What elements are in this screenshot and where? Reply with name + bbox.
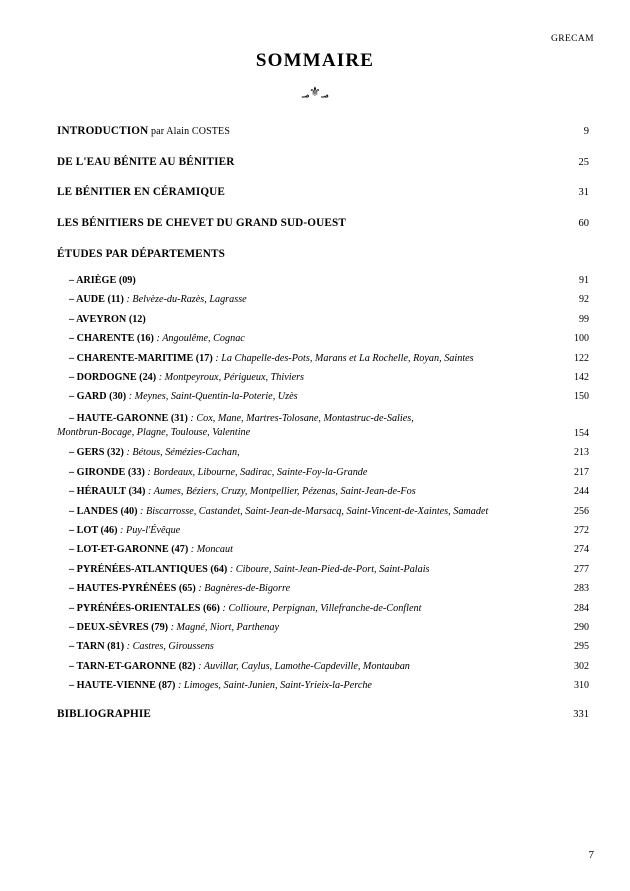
toc-entry-introduction[interactable] [57, 126, 589, 138]
toc-entry-benitiers-chevet[interactable] [57, 218, 589, 230]
toc-entry-haute-garonne[interactable] [57, 412, 589, 440]
toc-entry-label: – ARIÈGE (09) [69, 275, 136, 286]
toc-entry-charente[interactable] [57, 334, 589, 344]
table-of-contents [57, 126, 589, 721]
toc-entry-label: – CHARENTE-MARITIME (17) : La Chapelle-des-Pots, Marans et La Rochelle, Royan, Saintes [69, 352, 474, 364]
toc-entry-page: 122 [574, 352, 589, 364]
toc-entry-lot[interactable] [57, 526, 589, 536]
toc-entry-page: 331 [573, 709, 589, 721]
toc-entry-label: INTRODUCTION par Alain COSTES [57, 125, 231, 137]
toc-entry-label: – CHARENTE (16) : Angoulême, Cognac [69, 333, 245, 345]
toc-entry-page: 213 [574, 447, 589, 459]
toc-entry-label: – PYRÉNÉES-ORIENTALES (66) : Collioure, Perpignan, Villefranche-de-Conflent [69, 602, 422, 614]
toc-entry-page: 150 [574, 391, 589, 403]
toc-entry-label: – LOT-ET-GARONNE (47) : Moncaut [69, 544, 233, 556]
running-header: GRECAM [550, 34, 594, 44]
toc-entry-page: 274 [574, 544, 589, 556]
toc-entry-label: – TARN-ET-GARONNE (82) : Auvillar, Caylus, Lamothe-Capdeville, Montauban [69, 660, 410, 672]
toc-entry-page: 142 [574, 371, 589, 383]
toc-entry-hautes-pyrenees[interactable] [57, 584, 589, 594]
toc-entry-label: – HÉRAULT (34) : Aumes, Béziers, Cruzy, Montpellier, Pézenas, Saint-Jean-de-Fos [69, 486, 416, 498]
page-title: SOMMAIRE [255, 50, 375, 71]
toc-entry-herault[interactable] [57, 487, 589, 497]
toc-entry-page: 244 [574, 486, 589, 498]
toc-entry-page: 310 [574, 680, 589, 692]
toc-entry-page: 92 [579, 294, 589, 306]
toc-entry-page: 272 [574, 525, 589, 537]
toc-entry-label: – HAUTES-PYRÉNÉES (65) : Bagnères-de-Bigorre [69, 583, 291, 595]
toc-entry-page: 99 [579, 313, 589, 325]
toc-entry-page: 100 [574, 333, 589, 345]
toc-entry-page: 91 [579, 275, 589, 286]
toc-entry-page: 284 [574, 602, 589, 614]
toc-entry-page: 256 [574, 505, 589, 517]
toc-entry-haute-vienne[interactable] [57, 681, 589, 691]
toc-entry-label: – HAUTE-GARONNE (31) : Cox, Mane, Martres-Tolosane, Montastruc-de-Salies, Montbrun-Bocage, Plagne, Toulouse, Valentine [69, 412, 553, 440]
toc-entry-tarn[interactable] [57, 642, 589, 652]
toc-entry-label: – GARD (30) : Meynes, Saint-Quentin-la-Poterie, Uzès [69, 391, 298, 403]
toc-entry-label: – PYRÉNÉES-ATLANTIQUES (64) : Ciboure, Saint-Jean-Pied-de-Port, Saint-Palais [69, 563, 430, 575]
toc-entry-page: 31 [578, 187, 589, 198]
toc-entry-benitier-ceramique[interactable] [57, 187, 589, 199]
toc-entry-pyrenees-atlantiques[interactable] [57, 565, 589, 575]
toc-entry-landes[interactable] [57, 507, 589, 517]
toc-entry-page: 295 [574, 641, 589, 653]
toc-entry-label: – LANDES (40) : Biscarrosse, Castandet, Saint-Jean-de-Marsacq, Saint-Vincent-de-Xaintes, Samadet [69, 505, 489, 517]
toc-entry-label: – AUDE (11) : Belvèze-du-Razès, Lagrasse [69, 294, 247, 306]
toc-entry-page: 60 [578, 217, 589, 229]
toc-entry-eau-benite[interactable] [57, 157, 589, 169]
toc-entry-label: – DORDOGNE (24) : Montpeyroux, Périgueux, Thiviers [69, 371, 305, 383]
toc-entry-label-continued: Montbrun-Bocage, Plagne, Toulouse, Valentine [57, 426, 251, 438]
toc-entry-pyrenees-orientales[interactable] [57, 604, 589, 614]
toc-entry-ariege[interactable] [57, 276, 589, 286]
toc-entry-aveyron[interactable] [57, 315, 589, 325]
toc-entry-lot-et-garonne[interactable] [57, 545, 589, 555]
toc-entry-label: – AVEYRON (12) [69, 313, 146, 325]
toc-entry-deux-sevres[interactable] [57, 623, 589, 633]
toc-entry-aude[interactable] [57, 295, 589, 305]
page-folio: 7 [588, 849, 594, 861]
toc-entry-gironde[interactable] [57, 468, 589, 478]
toc-entry-page: 9 [583, 126, 589, 137]
toc-entry-page: 217 [574, 466, 589, 478]
toc-entry-charente-maritime[interactable] [57, 354, 589, 364]
toc-entry-page: 277 [574, 563, 589, 575]
toc-entry-label: – LOT (46) : Puy-l'Évêque [69, 525, 181, 537]
toc-section-heading-departements: ÉTUDES PAR DÉPARTEMENTS [57, 248, 225, 260]
toc-entry-label: – GERS (32) : Bétous, Sémézies-Cachan, [69, 447, 240, 459]
toc-entry-page: 154 [574, 428, 589, 440]
toc-entry-byline: par Alain COSTES [148, 126, 231, 137]
toc-entry-label: DE L'EAU BÉNITE AU BÉNITIER [57, 155, 235, 168]
toc-entry-gers[interactable] [57, 448, 589, 458]
toc-entry-page: 302 [574, 660, 589, 672]
toc-entry-label: – HAUTE-VIENNE (87) : Limoges, Saint-Junien, Saint-Yrieix-la-Perche [69, 680, 372, 692]
toc-entry-label: – TARN (81) : Castres, Giroussens [69, 641, 214, 653]
toc-entry-label: – DEUX-SÈVRES (79) : Magné, Niort, Parthenay [69, 621, 279, 633]
toc-entry-tarn-et-garonne[interactable] [57, 662, 589, 672]
toc-entry-dordogne[interactable] [57, 373, 589, 383]
toc-entry-page: 290 [574, 621, 589, 633]
toc-entry-page: 283 [574, 583, 589, 595]
toc-entry-page: 25 [578, 156, 589, 168]
toc-entry-label: BIBLIOGRAPHIE [57, 708, 151, 721]
toc-entry-label: LE BÉNITIER EN CÉRAMIQUE [57, 186, 226, 198]
toc-entry-label: LES BÉNITIERS DE CHEVET DU GRAND SUD-OUEST [57, 216, 346, 229]
toc-entry-bibliographie[interactable] [57, 709, 589, 721]
toc-entry-gard[interactable] [57, 392, 589, 402]
ornament-divider: ؃⚜؃ [301, 84, 329, 99]
toc-entry-label: – GIRONDE (33) : Bordeaux, Libourne, Sadirac, Sainte-Foy-la-Grande [69, 466, 368, 478]
